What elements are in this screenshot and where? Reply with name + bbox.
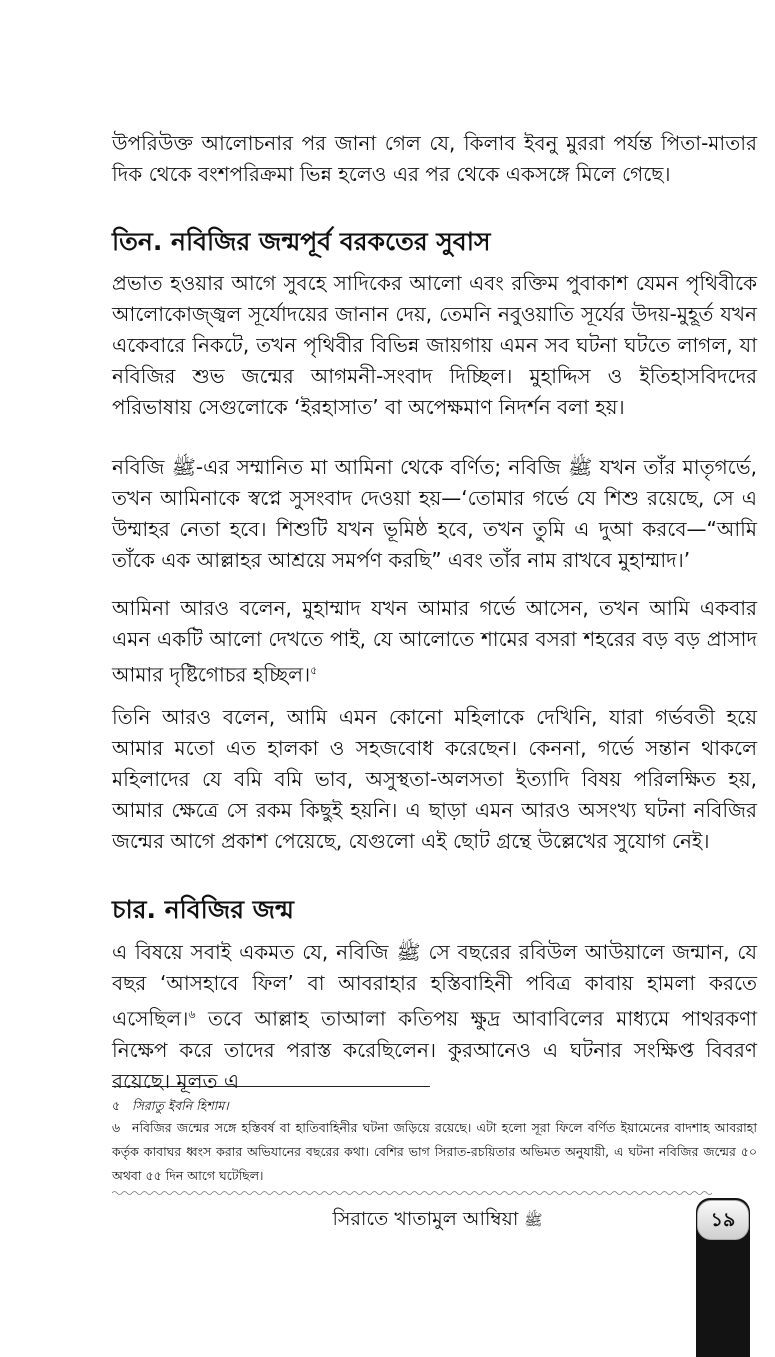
paragraph-birth <box>112 937 757 1097</box>
paragraph-amina-light <box>112 593 757 691</box>
paragraph-amina-dream: নবিজি ﷺ-এর সম্মানিত মা আমিনা থেকে বর্ণিত; নবিজি ﷺ যখন তাঁর মাতৃগর্ভে, তখন আমিনাকে স্বপ্নে সুসংবাদ দেওয়া হয়—‘তোমার গর্ভে যে শিশু রয়েছে, সে এ উম্মাহর নেতা হবে। শিশুটি যখন ভূমিষ্ঠ হবে, তখন তুমি এ দুআ করবে—“আমি তাঁকে এক আল্লাহর আশ্রয়ে সমর্পণ করছি” এবং তাঁর নাম রাখবে মুহাম্মাদ।’ <box>112 455 757 572</box>
footnote-ref-5: ৫ <box>310 664 318 677</box>
footnote-number: ৬ <box>112 1120 121 1135</box>
section-heading-three: তিন. নবিজির জন্মপূর্ব বরকতের সুবাস <box>112 227 491 256</box>
footnote-5 <box>112 1094 757 1118</box>
paragraph-birth-text: এ বিষয়ে সবাই একমত যে, নবিজি ﷺ সে বছরের রবিউল আউয়ালে জন্মান, যে বছর ‘আসহাবে ফিল’ বা আবরাহার হস্তিবাহিনী পবিত্র কাবায় হামলা করতে এসেছিল। <box>112 940 757 1031</box>
footer-wavy-divider <box>112 1190 712 1196</box>
book-title: সিরাতে খাতামুল আম্বিয়া <box>332 1208 519 1230</box>
paragraph-lineage: উপরিউক্ত আলোচনার পর জানা গেল যে, কিলাব ইবনু মুররা পর্যন্ত পিতা-মাতার দিক থেকে বংশপরিক্রমা ভিন্ন হলেও এর পর থেকে একসঙ্গে মিলে গেছে। <box>112 131 757 186</box>
paragraph-irhasat: প্রভাত হওয়ার আগে সুবহে সাদিকের আলো এবং রক্তিম পুবাকাশ যেমন পৃথিবীকে আলোকোজ্জ্বল সূর্যোদয়ের জানান দেয়, তেমনি নবুওয়াতি সূর্যের উদয়-মুহূর্ত যখন একেবারে নিকটে, তখন পৃথিবীর বিভিন্ন জায়গায় এমন সব ঘটনা ঘটতে লাগল, যা নবিজির শুভ জন্মের আগমনী-সংবাদ দিচ্ছিল। মুহাদ্দিস ও ইতিহাসবিদদের পরিভাষায় সেগুলোকে ‘ইরহাসাত’ বা অপেক্ষমাণ নিদর্শন বলা হয়। <box>112 271 757 419</box>
footnote-text: সিরাতু ইবনি হিশাম। <box>132 1098 229 1113</box>
running-footer <box>320 1204 555 1235</box>
footnote-number: ৫ <box>112 1098 121 1113</box>
page-number: ১৯ <box>697 1200 749 1240</box>
section-heading-four: চার. নবিজির জন্ম <box>112 895 294 924</box>
honorific-glyph: ﷺ <box>524 1211 543 1229</box>
paragraph-light-pregnancy: তিনি আরও বলেন, আমি এমন কোনো মহিলাকে দেখিনি, যারা গর্ভবতী হয়ে আমার মতো এত হালকা ও সহজবোধ করেছেন। কেননা, গর্ভে সন্তান থাকলে মহিলাদের যে বমি বমি ভাব, অসুস্থতা-অলসতা ইত্যাদি বিষয় পরিলক্ষিত হয়, আমার ক্ষেত্রে সে রকম কিছুই হয়নি। এ ছাড়া এমন আরও অসংখ্য ঘটনা নবিজির জন্মের আগে প্রকাশ পেয়েছে, যেগুলো এই ছোট গ্রন্থে উল্লেখের সুযোগ নেই। <box>112 705 757 853</box>
footnote-text: নবিজির জন্মের সঙ্গে হস্তিবর্ষ বা হাতিবাহিনীর ঘটনা জড়িয়ে রয়েছে। এটা হলো সূরা ফিলে বর্ণিত ইয়ামেনের বাদশাহ আবরাহা কর্তৃক কাবাঘর ধ্বংস করার অভিযানের বছরের কথা। বেশির ভাগ সিরাত-রচয়িতার অভিমত অনুযায়ী, এ ঘটনা নবিজির জন্মের ৫০ অথবা ৫৫ দিন আগে ঘটেছিল। <box>112 1120 757 1183</box>
paragraph-amina-light-text: আমিনা আরও বলেন, মুহাম্মাদ যখন আমার গর্ভে আসেন, তখন আমি একবার এমন একটি আলো দেখতে পাই, যে আলোতে শামের বসরা শহরের বড় বড় প্রাসাদ আমার দৃষ্টিগোচর হচ্ছিল। <box>112 596 757 687</box>
footnote-ref-6: ৬ <box>188 1008 196 1021</box>
footnote-6 <box>112 1116 757 1188</box>
paragraph-birth-continued: তবে আল্লাহ তাআলা কতিপয় ক্ষুদ্র আবাবিলের মাধ্যমে পাথরকণা নিক্ষেপ করে তাদের পরাস্ত করেছিলেন। কুরআনেও এ ঘটনার সংক্ষিপ্ত বিবরণ রয়েছে। মূলত এ <box>112 1006 757 1093</box>
footnote-divider <box>112 1086 430 1087</box>
